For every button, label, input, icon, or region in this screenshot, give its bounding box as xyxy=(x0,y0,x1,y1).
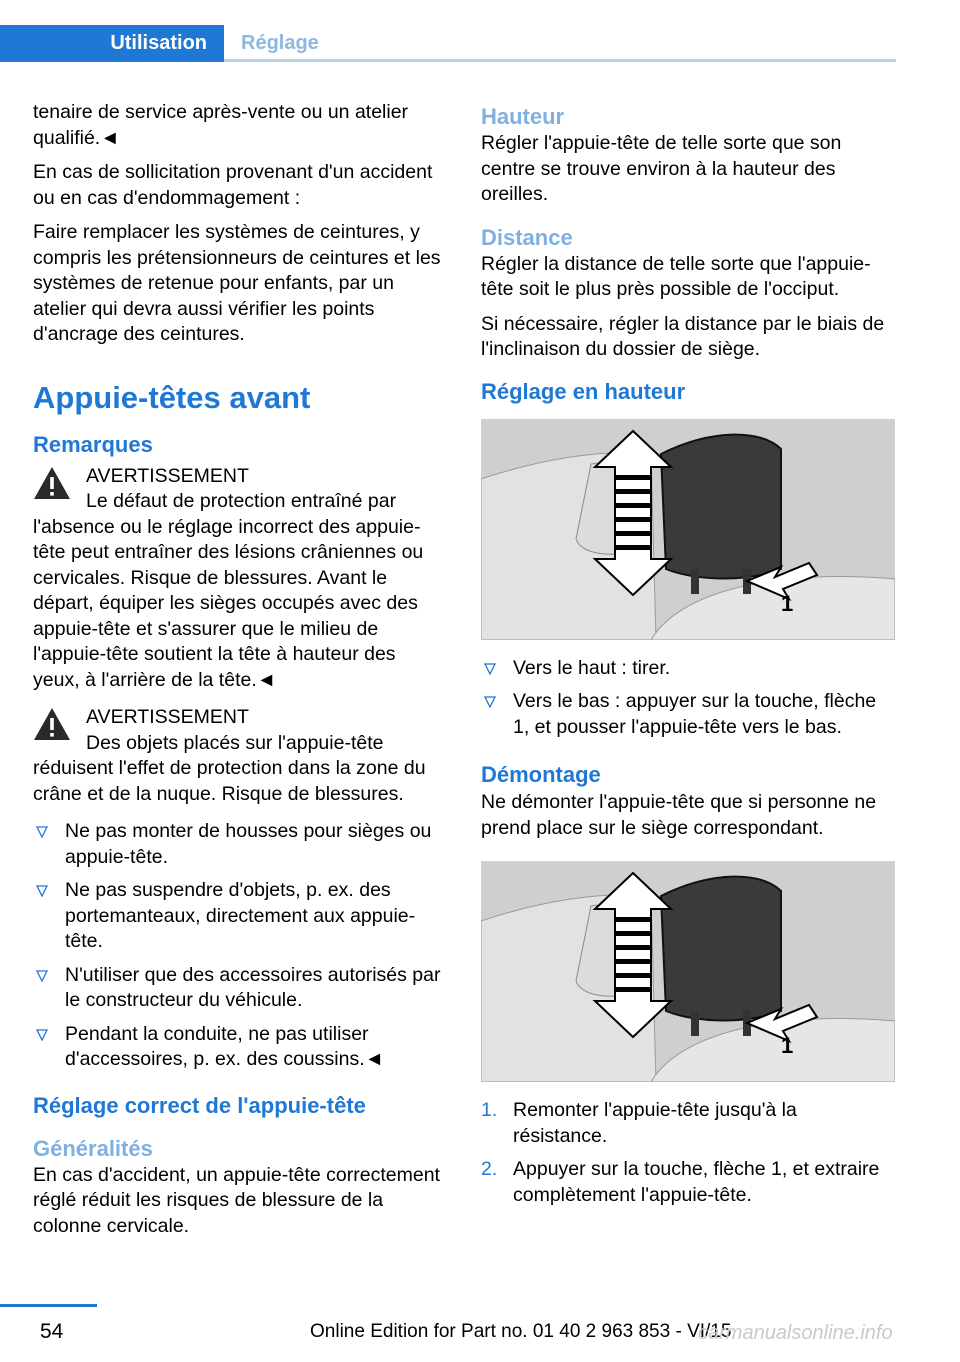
right-column xyxy=(481,103,895,1216)
triangle-bullet-icon xyxy=(36,1029,48,1041)
tab-utilisation[interactable]: Utilisation xyxy=(0,25,224,62)
subsection-title-demontage: Démontage xyxy=(481,762,601,787)
warning-triangle-icon xyxy=(33,707,71,741)
list-item: 2. Appuyer sur la touche, flèche 1, et extraire complètement l'appuie-tête. xyxy=(481,1158,880,1206)
triangle-bullet-icon xyxy=(36,970,48,982)
header-bar xyxy=(0,0,960,62)
warning-text: Le défaut de protection entraîné par l'absence ou le réglage incorrect des appuie-tête peut entraîner des lésions crâniennes ou cervicales. Risque de blessures. Avant le départ, équiper les sièges occupés avec des appuie-tête et s'assurer que le milieu de l'appuie-tête soutient la tête à hauteur des yeux, à l'arrière de la tête.◄ xyxy=(33,490,424,691)
footer-rule xyxy=(0,1304,97,1307)
list-item: Vers le bas : appuyer sur la touche, flèche 1, et pousser l'appuie-tête vers le bas. xyxy=(481,689,895,740)
paragraph: tenaire de service après-vente ou un atelier qualifié.◄ xyxy=(33,101,409,149)
warning-block xyxy=(33,464,447,694)
removal-steps-list xyxy=(481,1098,895,1208)
list-item: 1. Remonter l'appuie-tête jusqu'à la résistance. xyxy=(481,1099,797,1147)
left-column xyxy=(33,100,447,1248)
edition-text: Online Edition for Part no. 01 40 2 963 853 - VI/15 xyxy=(310,1321,732,1342)
step-number: 2. xyxy=(481,1158,498,1180)
subsection-title-remarques: Remarques xyxy=(33,431,153,457)
triangle-bullet-icon xyxy=(36,826,48,838)
paragraph: Faire remplacer les systèmes de ceintures, y compris les prétensionneurs de ceintures et les systèmes de retenue pour enfants, par un atelier qui devra aussi vérifier les points d'ancrage des ceintures. xyxy=(33,221,441,345)
warning-block xyxy=(33,705,447,807)
list-item: Ne pas monter de housses pour sièges ou appuie-tête. xyxy=(33,819,447,870)
warning-text: Des objets placés sur l'appuie-tête réduisent l'effet de protection dans la zone du crâne et de la nuque. Risque de blessures. xyxy=(33,731,426,805)
illustration-label: 1 xyxy=(781,1033,794,1058)
header-rule xyxy=(224,59,896,62)
list-item: Ne pas suspendre d'objets, p. ex. des portemanteaux, directement aux appuie-tête. xyxy=(33,878,447,955)
triangle-bullet-icon xyxy=(484,663,496,675)
paragraph: Si nécessaire, régler la distance par le biais de l'inclinaison du dossier de siège. xyxy=(481,312,885,360)
headrest-removal-illustration xyxy=(481,861,895,1082)
heading-distance: Distance xyxy=(481,224,573,250)
warning-bullet-list xyxy=(33,819,447,1073)
tab-reglage[interactable]: Réglage xyxy=(241,32,319,54)
triangle-bullet-icon xyxy=(484,696,496,708)
warning-triangle-icon xyxy=(33,466,71,500)
paragraph: En cas d'accident, un appuie-tête correctement réglé réduit les risques de blessure de la colonne cervicale. xyxy=(33,1163,440,1237)
section-title: Appuie-têtes avant xyxy=(33,379,311,415)
warning-title: AVERTISSEMENT xyxy=(86,706,249,728)
step-number: 1. xyxy=(481,1099,498,1121)
paragraph: Ne démonter l'appuie-tête que si personne ne prend place sur le siège correspondant. xyxy=(481,791,877,839)
triangle-bullet-icon xyxy=(36,885,48,897)
paragraph: Régler l'appuie-tête de telle sorte que son centre se trouve environ à la hauteur des oreilles. xyxy=(481,132,842,205)
page-number: 54 xyxy=(40,1320,64,1343)
list-item: Vers le haut : tirer. xyxy=(481,656,895,682)
paragraph: Régler la distance de telle sorte que l'appuie-tête soit le plus près possible de l'occiput. xyxy=(481,252,871,300)
illustration-label: 1 xyxy=(781,590,794,616)
height-bullet-list xyxy=(481,656,895,741)
list-item: Pendant la conduite, ne pas utiliser d'accessoires, p. ex. des coussins.◄ xyxy=(33,1022,447,1073)
list-item: N'utiliser que des accessoires autorisés par le constructeur du véhicule. xyxy=(33,963,447,1014)
paragraph: En cas de sollicitation provenant d'un accident ou en cas d'endommagement : xyxy=(33,161,433,209)
watermark: carmanualsonline.info xyxy=(698,1322,893,1344)
heading-hauteur: Hauteur xyxy=(481,104,565,129)
subsection-title-reglage-hauteur: Réglage en hauteur xyxy=(481,378,686,404)
warning-title: AVERTISSEMENT xyxy=(86,464,249,487)
subsection-title-reglage: Réglage correct de l'appuie-tête xyxy=(33,1092,366,1118)
heading-generalites: Généralités xyxy=(33,1135,153,1161)
headrest-adjust-illustration xyxy=(481,419,895,640)
